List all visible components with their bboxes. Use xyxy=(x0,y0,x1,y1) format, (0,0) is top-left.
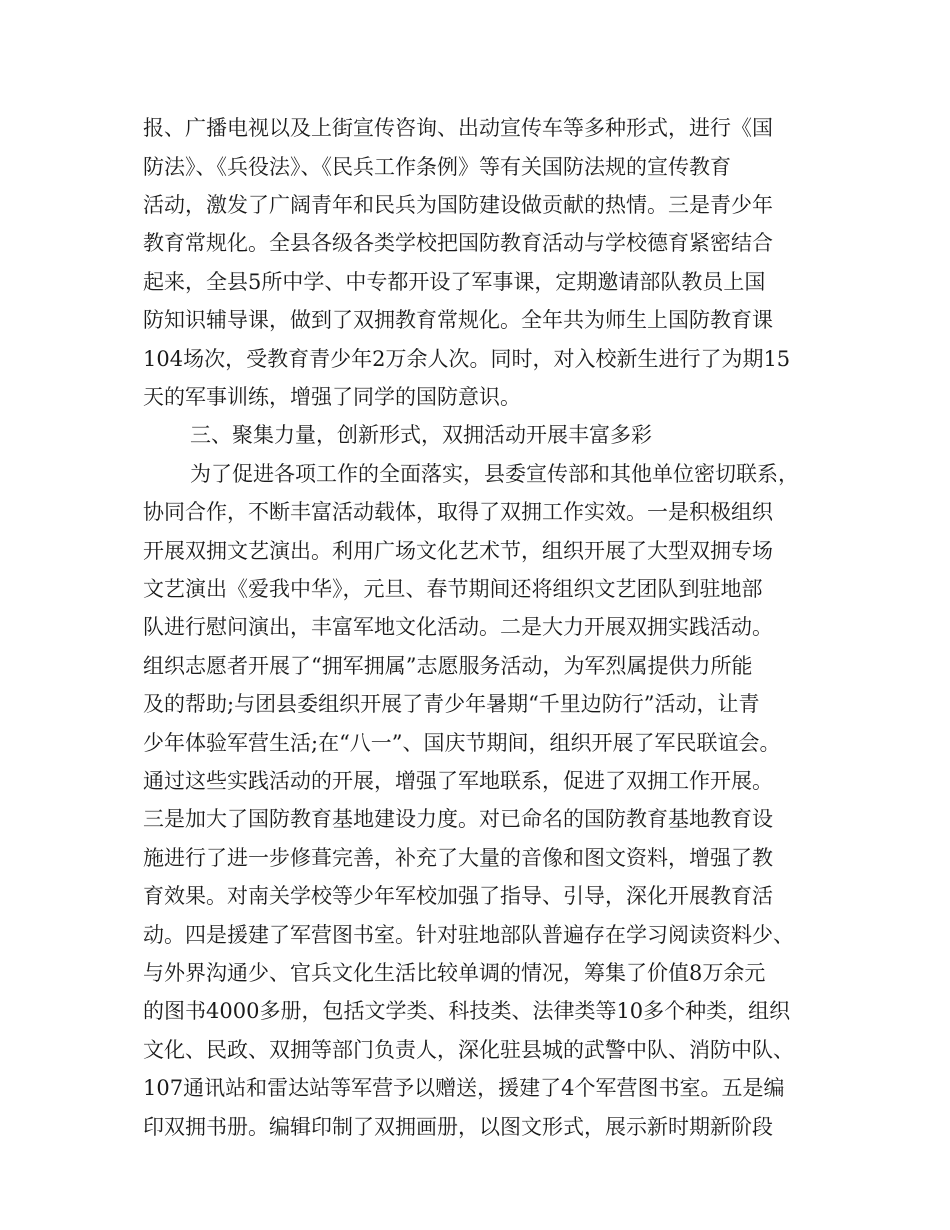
paragraph-line: 与外界沟通少、官兵文化生活比较单调的情况，筹集了价值8万余元 xyxy=(143,961,766,985)
paragraph-line: 印双拥书册。编辑印制了双拥画册，以图文形式，展示新时期新阶段 xyxy=(143,1115,773,1139)
paragraph-line: 协同合作，不断丰富活动载体，取得了双拥工作实效。一是积极组织 xyxy=(143,500,773,524)
paragraph-line: 防知识辅导课，做到了双拥教育常规化。全年共为师生上国防教育课 xyxy=(143,308,773,332)
paragraph-line: 开展双拥文艺演出。利用广场文化艺术节，组织开展了大型双拥专场 xyxy=(143,539,773,563)
paragraph-line: 的图书4000多册，包括文学类、科技类、法律类等10多个种类，组织 xyxy=(143,999,791,1023)
paragraph-line: 报、广播电视以及上街宣传咨询、出动宣传车等多种形式，进行《国 xyxy=(143,116,773,140)
paragraph-line: 为了促进各项工作的全面落实，县委宣传部和其他单位密切联系， xyxy=(190,462,799,486)
paragraph-line: 通过这些实践活动的开展，增强了军地联系，促进了双拥工作开展。 xyxy=(143,769,773,793)
paragraph-line: 文化、民政、双拥等部门负责人，深化驻县城的武警中队、消防中队、 xyxy=(143,1038,794,1062)
paragraph-line: 组织志愿者开展了“拥军拥属”志愿服务活动，为军烈属提供力所能 xyxy=(143,654,753,678)
paragraph-line: 107通讯站和雷达站等军营予以赠送，援建了4个军营图书室。五是编 xyxy=(143,1076,785,1100)
paragraph-line: 防法》、《兵役法》、《民兵工作条例》等有关国防法规的宣传教育 xyxy=(143,155,731,179)
paragraph-line: 教育常规化。全县各级各类学校把国防教育活动与学校德育紧密结合 xyxy=(143,231,773,255)
paragraph-line: 起来，全县5所中学、中专都开设了军事课，定期邀请部队教员上国 xyxy=(143,270,766,294)
paragraph-line: 动。四是援建了军营图书室。针对驻地部队普遍存在学习阅读资料少、 xyxy=(143,923,794,947)
paragraph-line: 天的军事训练，增强了同学的国防意识。 xyxy=(143,385,521,409)
paragraph-line: 施进行了进一步修葺完善，补充了大量的音像和图文资料，增强了教 xyxy=(143,846,773,870)
paragraph-line: 活动，激发了广阔青年和民兵为国防建设做贡献的热情。三是青少年 xyxy=(143,193,773,217)
paragraph-line: 三是加大了国防教育基地建设力度。对已命名的国防教育基地教育设 xyxy=(143,807,773,831)
paragraph-line: 104场次，受教育青少年2万余人次。同时，对入校新生进行了为期15 xyxy=(143,347,791,371)
paragraph-line: 及的帮助;与团县委组织开展了青少年暑期“千里边防行”活动，让青 xyxy=(143,692,760,716)
paragraph-line: 育效果。对南关学校等少年军校加强了指导、引导，深化开展教育活 xyxy=(143,884,773,908)
paragraph-line: 队进行慰问演出，丰富军地文化活动。二是大力开展双拥实践活动。 xyxy=(143,615,773,639)
paragraph-line: 文艺演出《爱我中华》，元旦、春节期间还将组织文艺团队到驻地部 xyxy=(143,577,763,601)
section-heading: 三、聚集力量，创新形式，双拥活动开展丰富多彩 xyxy=(190,423,652,447)
paragraph-line: 少年体验军营生活;在“八一”、国庆节期间，组织开展了军民联谊会。 xyxy=(143,731,781,755)
